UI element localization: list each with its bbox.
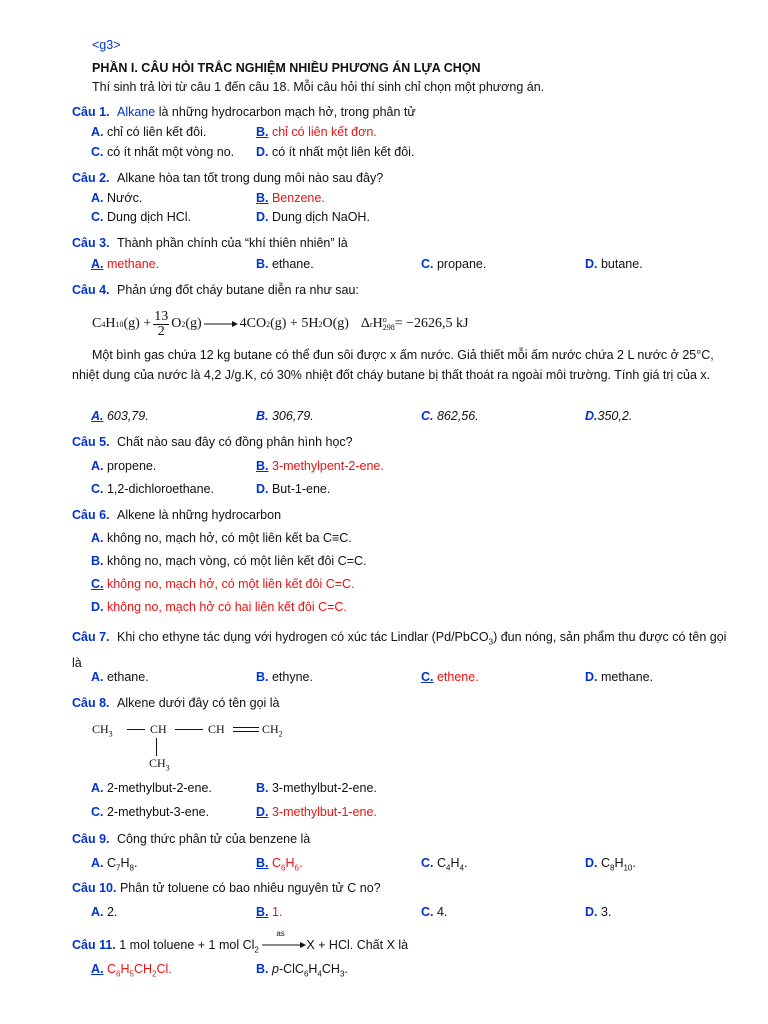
formula-subscript: 2: [152, 969, 157, 979]
option-text: 3-methylpent-2-ene.: [268, 459, 384, 473]
option-letter: A.: [91, 670, 104, 684]
page-tag: <g3>: [92, 38, 121, 52]
option-letter: D.: [585, 670, 598, 684]
option-d: [91, 600, 347, 614]
atom-group: [262, 722, 283, 738]
question-text: Alkene là những hydrocarbon: [117, 508, 282, 522]
option-d: [585, 856, 636, 873]
eq-token: C: [92, 316, 102, 331]
option-a: [91, 459, 156, 473]
formula-part: .: [133, 856, 138, 870]
question-text: Thành phần chính của “khí thiên nhiên” là: [117, 236, 348, 250]
atom-subscript: 2: [278, 729, 283, 739]
instruction: Thí sinh trả lời từ câu 1 đến câu 18. Mỗi câu hỏi thí sinh chỉ chọn một phương án.: [92, 80, 545, 94]
option-c: [421, 409, 479, 423]
option-letter: C.: [91, 145, 104, 159]
formula-subscript: 4: [317, 969, 322, 979]
option-a-correct: [91, 409, 149, 423]
option-letter: A.: [91, 781, 104, 795]
question-subscript: 2: [254, 945, 259, 955]
question-6: [72, 508, 281, 522]
reaction-arrow-icon: [262, 941, 306, 949]
option-text: Dung dịch NaOH.: [268, 210, 370, 224]
part-title: PHẦN I. CÂU HỎI TRẮC NGHIỆM NHIỀU PHƯƠNG ÁN LỰA CHỌN: [92, 61, 481, 75]
question-number: Câu 4.: [72, 283, 110, 297]
option-a-correct: [91, 962, 172, 979]
question-7: [72, 627, 734, 673]
option-letter: C.: [421, 409, 434, 423]
formula-part: H: [120, 856, 130, 870]
option-b: [91, 554, 367, 568]
question-number: Câu 8.: [72, 696, 110, 710]
option-letter: D.: [585, 257, 598, 271]
formula-part: H: [120, 962, 130, 976]
formula-part: C: [268, 856, 281, 870]
option-c: [91, 482, 214, 496]
option-c: [91, 145, 234, 159]
arrow-condition-label: as: [276, 928, 285, 938]
option-a: [91, 531, 352, 545]
question-text: Phân tử toluene có bao nhiêu nguyên tử C no?: [116, 881, 381, 895]
option-letter: C.: [421, 257, 434, 271]
formula-part: C: [433, 856, 446, 870]
question-3: [72, 236, 348, 250]
option-c-correct: [421, 670, 479, 684]
option-c: [421, 905, 447, 919]
option-letter: A.: [91, 531, 104, 545]
option-text: butane.: [597, 257, 643, 271]
eq-token: (g): [185, 316, 202, 331]
formula-part: H: [285, 856, 295, 870]
reaction-arrow-icon: [204, 319, 238, 329]
question-text: 1 mol toluene + 1 mol Cl: [115, 938, 255, 952]
option-letter: A.: [91, 962, 104, 976]
eq-token: Δ: [360, 316, 370, 331]
option-a: [91, 781, 212, 795]
formula-subscript: 8: [129, 863, 134, 873]
option-text: 350,2.: [597, 409, 633, 423]
question-10: [72, 881, 381, 895]
option-letter: C.: [421, 856, 434, 870]
eq-subscript: 4: [101, 319, 106, 329]
option-text: 603,79.: [103, 409, 149, 423]
question-text: ) đun nóng, sản phẩm thu được có tên gọi là: [72, 630, 727, 670]
option-b-correct: [256, 191, 325, 205]
option-text: có ít nhất một liên kết đôi.: [268, 145, 415, 159]
question-number: Câu 7.: [72, 630, 110, 644]
question-text: X + HCl. Chất X là: [306, 938, 409, 952]
single-bond: [127, 729, 145, 730]
formula-part: CH: [321, 962, 340, 976]
option-a: [91, 856, 137, 873]
atom-group: [92, 722, 113, 738]
atom-label: CH: [150, 722, 167, 736]
option-letter: B.: [256, 670, 269, 684]
option-text: 306,79.: [268, 409, 314, 423]
option-text: 3.: [597, 905, 612, 919]
option-d: [585, 905, 611, 919]
option-letter: C.: [91, 210, 104, 224]
option-letter: D.: [256, 482, 269, 496]
option-text: không no, mạch hở có hai liên kết đôi C=C.: [103, 600, 347, 614]
option-letter: A.: [91, 191, 104, 205]
option-letter: D.: [256, 145, 269, 159]
eq-token: (g) +: [123, 316, 152, 331]
formula-part: p: [268, 962, 279, 976]
formula-subscript: 4: [459, 863, 464, 873]
eq-subscript: 10: [115, 319, 124, 329]
option-letter: D.: [585, 409, 598, 423]
option-letter: A.: [91, 905, 104, 919]
question-4-paragraph: Một bình gas chứa 12 kg butane có thể đun sôi được x ấm nước. Giả thiết mỗi ấm nước chứa 2 L nước ở 25°C, nhiệt dung của nước là 4,2 J/g.K, có 30% nhiệt đốt cháy butane bị thất thoát ra ngoài môi trường. Tính giá trị của x.: [72, 348, 714, 382]
question-text: Khi cho ethyne tác dụng với hydrogen có xúc tác Lindlar (Pd/PbCO: [117, 630, 489, 644]
option-a: [91, 191, 142, 205]
question-9: [72, 832, 310, 846]
option-letter: B.: [256, 191, 269, 205]
option-letter: D.: [256, 805, 269, 819]
question-text: Phản ứng đốt cháy butane diễn ra như sau:: [117, 283, 359, 297]
option-text: 1.: [268, 905, 283, 919]
formula-part: .: [344, 962, 348, 976]
eq-superscript: o: [382, 315, 387, 324]
option-b: [256, 257, 314, 271]
option-text: 2.: [103, 905, 118, 919]
single-bond: [175, 729, 203, 730]
formula-subscript: 6: [281, 863, 286, 873]
formula-part: .: [463, 856, 468, 870]
option-letter: D.: [585, 905, 598, 919]
reaction-arrow: [262, 928, 306, 953]
option-letter: C.: [91, 482, 104, 496]
option-b: [256, 781, 377, 795]
eq-subscript: 2: [181, 319, 186, 329]
atom-label: CH: [92, 722, 109, 736]
question-5: [72, 435, 353, 449]
formula-part: H: [614, 856, 624, 870]
formula-part: .: [632, 856, 636, 870]
question-11: [72, 928, 409, 955]
option-c: [421, 257, 486, 271]
eq-subscript: 2: [266, 319, 271, 329]
option-text: propene.: [103, 459, 157, 473]
option-letter: B.: [256, 125, 269, 139]
formula-subscript: 6: [303, 969, 309, 979]
atom-label: CH: [262, 722, 279, 736]
option-text: 2-methylbut-2-ene.: [103, 781, 212, 795]
eq-scripts: [383, 316, 395, 332]
structural-formula: [92, 720, 312, 772]
option-text: 862,56.: [433, 409, 479, 423]
option-text: 1,2-dichloroethane.: [103, 482, 214, 496]
option-c: [421, 856, 467, 873]
eq-token: H: [105, 316, 116, 331]
option-text: ethene.: [433, 670, 479, 684]
formula-subscript: 3: [339, 969, 345, 979]
option-letter: D.: [91, 600, 104, 614]
vertical-bond: [156, 738, 157, 756]
option-letter: A.: [91, 257, 104, 271]
option-a-correct: [91, 257, 159, 271]
eq-token: 4CO: [239, 316, 267, 331]
question-4: [72, 283, 359, 297]
option-letter: B.: [256, 962, 269, 976]
option-c-correct: [91, 577, 355, 591]
option-letter: C.: [421, 905, 434, 919]
option-a: [91, 670, 149, 684]
formula-subscript: 6: [294, 863, 299, 873]
option-letter: B.: [256, 459, 269, 473]
option-d: [585, 257, 643, 271]
formula-subscript: 7: [116, 863, 121, 873]
formula-part: H: [308, 962, 318, 976]
fraction-numerator: 13: [154, 308, 169, 324]
option-letter: A.: [91, 459, 104, 473]
option-text: có ít nhất một vòng no.: [103, 145, 235, 159]
option-b-correct: [256, 905, 282, 919]
formula-part: C: [597, 856, 610, 870]
option-text: ethyne.: [268, 670, 313, 684]
formula-part: Cl.: [156, 962, 172, 976]
formula-subscript: 8: [610, 863, 615, 873]
option-b-correct: [256, 459, 384, 473]
option-letter: B.: [256, 856, 269, 870]
option-d: [256, 210, 370, 224]
combustion-equation: [92, 306, 468, 342]
formula-subscript: 6: [116, 969, 121, 979]
option-text: ethane.: [103, 670, 149, 684]
option-text: propane.: [433, 257, 487, 271]
option-letter: C.: [91, 805, 104, 819]
option-letter: B.: [256, 257, 269, 271]
option-letter: C.: [421, 670, 434, 684]
eq-token: H: [372, 316, 383, 331]
option-d: [256, 145, 414, 159]
option-text: 3-methylbut-2-ene.: [268, 781, 377, 795]
eq-subscript: 298: [382, 323, 395, 332]
question-number: Câu 1.: [72, 105, 110, 119]
option-text: 3-methylbut-1-ene.: [268, 805, 377, 819]
question-number: Câu 5.: [72, 435, 110, 449]
question-number: Câu 11.: [72, 938, 116, 952]
question-number: Câu 3.: [72, 236, 110, 250]
option-letter: A.: [91, 409, 104, 423]
option-text: chỉ có liên kết đơn.: [268, 125, 377, 139]
formula-part: -ClC: [278, 962, 304, 976]
option-d: [256, 482, 330, 496]
question-text: Chất nào sau đây có đồng phân hình học?: [117, 435, 353, 449]
option-d: [585, 409, 632, 423]
option-text: không no, mạch vòng, có một liên kết đôi C=C.: [103, 554, 367, 568]
option-text: methane.: [597, 670, 654, 684]
option-c: [91, 805, 209, 819]
option-text: But-1-ene.: [268, 482, 331, 496]
option-b: [256, 670, 313, 684]
formula-part: .: [298, 856, 303, 870]
option-b: [256, 409, 314, 423]
formula-part: CH: [133, 962, 152, 976]
double-bond: [233, 727, 259, 732]
question-8: [72, 696, 280, 710]
option-text: ethane.: [268, 257, 314, 271]
eq-token: O: [171, 316, 182, 331]
option-letter: D.: [585, 856, 598, 870]
eq-subscript: 2: [318, 319, 323, 329]
fraction: [153, 310, 169, 339]
option-letter: D.: [256, 210, 269, 224]
option-a: [91, 125, 206, 139]
formula-part: C: [103, 856, 116, 870]
question-number: Câu 2.: [72, 171, 110, 185]
question-text: là những hydrocarbon mạch hở, trong phân tử: [155, 105, 416, 119]
question-text: Alkane hòa tan tốt trong dung môi nào sau đây?: [117, 171, 384, 185]
option-text: không no, mạch hở, có một liên kết đôi C=C.: [103, 577, 355, 591]
option-text: chỉ có liên kết đôi.: [103, 125, 207, 139]
question-text: Alkene dưới đây có tên gọi là: [117, 696, 280, 710]
question-number: Câu 6.: [72, 508, 110, 522]
fraction-denominator: 2: [157, 323, 165, 339]
option-text: Benzene.: [268, 191, 325, 205]
option-letter: B.: [91, 554, 104, 568]
option-letter: B.: [256, 905, 269, 919]
eq-token: O(g): [322, 316, 349, 331]
option-letter: C.: [91, 577, 104, 591]
option-b-correct: [256, 856, 302, 873]
atom-subscript: 3: [165, 763, 170, 773]
option-b-correct: [256, 125, 377, 139]
option-letter: A.: [91, 125, 104, 139]
question-number: Câu 10.: [72, 881, 117, 895]
option-c: [91, 210, 191, 224]
formula-subscript: 10: [623, 863, 633, 873]
question-keyword: Alkane: [117, 105, 156, 119]
formula-part: C: [103, 962, 116, 976]
atom-group: [208, 722, 225, 737]
option-text: Dung dịch HCl.: [103, 210, 192, 224]
formula-part: H: [450, 856, 460, 870]
option-text: Nước.: [103, 191, 143, 205]
question-number: Câu 9.: [72, 832, 110, 846]
atom-subscript: 3: [108, 729, 113, 739]
option-text: methane.: [103, 257, 160, 271]
question-2: [72, 171, 383, 185]
option-text: không no, mạch hở, có một liên kết ba C≡C.: [103, 531, 352, 545]
atom-label: CH: [208, 722, 225, 736]
option-letter: A.: [91, 856, 104, 870]
option-letter: B.: [256, 781, 269, 795]
atom-label: CH: [149, 756, 166, 770]
option-text: 4.: [433, 905, 448, 919]
option-letter: B.: [256, 409, 269, 423]
option-text: 2-methybut-3-ene.: [103, 805, 210, 819]
option-d-correct: [256, 805, 377, 819]
eq-token: = −2626,5 kJ: [394, 316, 469, 331]
eq-token: (g) + 5H: [270, 316, 319, 331]
formula-subscript: 5: [129, 969, 134, 979]
atom-group: [149, 756, 170, 772]
option-b: [256, 962, 348, 979]
atom-group: [150, 722, 167, 737]
option-d: [585, 670, 653, 684]
question-subscript: 3: [488, 637, 494, 647]
option-a: [91, 905, 117, 919]
eq-subscript: r: [369, 319, 373, 329]
question-1: [72, 105, 416, 119]
question-text: Công thức phân tử của benzene là: [117, 832, 311, 846]
formula-subscript: 4: [446, 863, 451, 873]
